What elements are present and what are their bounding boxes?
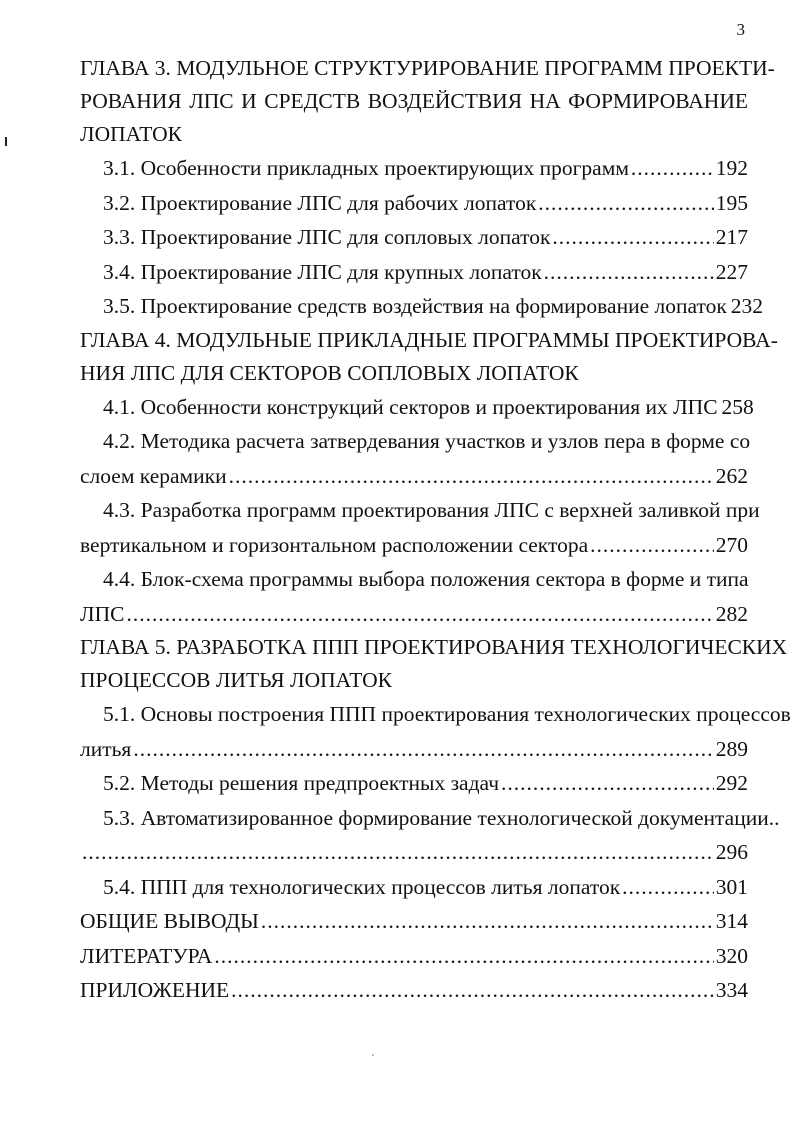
leader-dots [214, 939, 713, 974]
chapter-4-heading [80, 324, 778, 390]
leader-dots [544, 255, 714, 290]
toc-entry-5-3-line: 5.3. Автоматизированное формирование технологической документации.. [103, 805, 780, 830]
toc-entry-conclusions [80, 904, 748, 939]
toc-entry-literature [80, 939, 748, 974]
entry-title: 3.5. Проектирование средств воздействия на формирование лопаток [103, 294, 727, 318]
entry-page: 314 [715, 909, 748, 933]
toc-entry-5-2 [80, 766, 748, 801]
toc-entry-4-1 [80, 390, 754, 425]
chapter-heading-line: РОВАНИЯ ЛПС И СРЕДСТВ ВОЗДЕЙСТВИЯ НА ФОРМИРОВАНИЕ [80, 89, 748, 113]
toc-entry-5-3 [80, 835, 748, 870]
toc-entry-4-4 [80, 597, 748, 632]
scan-mark [5, 137, 7, 146]
leader-dots [501, 766, 714, 801]
toc-entry-3-5 [80, 289, 764, 324]
toc-entry-3-3 [80, 220, 748, 255]
chapter-5-heading [80, 631, 788, 697]
toc-entry-appendix [80, 973, 748, 1008]
table-of-contents [80, 52, 791, 1008]
entry-title: 3.2. Проектирование ЛПС для рабочих лопаток [103, 190, 537, 215]
entry-page: 296 [715, 840, 748, 864]
entry-page: 192 [715, 156, 748, 180]
leader-dots [622, 870, 714, 905]
toc-entry-4-4-line: 4.4. Блок-схема программы выбора положения сектора в форме и типа [103, 567, 749, 591]
entry-page: 320 [715, 943, 748, 968]
entry-title: литья [80, 736, 132, 761]
entry-page: 227 [715, 259, 748, 284]
entry-page: 334 [715, 978, 748, 1002]
leader-dots [82, 835, 714, 870]
chapter-3-heading [80, 52, 775, 151]
entry-page: 289 [715, 736, 748, 761]
entry-title: 3.3. Проектирование ЛПС для сопловых лопаток [103, 225, 551, 249]
toc-entry-4-3-line: 4.3. Разработка программ проектирования ЛПС с верхней заливкой при [103, 498, 760, 522]
toc-entry-5-1 [80, 732, 748, 767]
entry-page: 301 [715, 874, 748, 899]
entry-title: 4.1. Особенности конструкций секторов и проектирования их ЛПС [103, 394, 718, 419]
entry-title: 3.4. Проектирование ЛПС для крупных лопаток [103, 259, 542, 284]
entry-title: ЛПС [80, 601, 125, 626]
leader-dots [133, 732, 713, 767]
leader-dots [631, 151, 714, 186]
toc-entry-5-4 [80, 870, 748, 905]
entry-page: 217 [715, 225, 748, 249]
entry-title: 5.2. Методы решения предпроектных задач [103, 771, 500, 795]
chapter-heading-line: ГЛАВА 4. МОДУЛЬНЫЕ ПРИКЛАДНЫЕ ПРОГРАММЫ ПРОЕКТИРОВА- [80, 327, 778, 352]
entry-title: ЛИТЕРАТУРА [80, 943, 213, 968]
chapter-heading-line: ГЛАВА 5. РАЗРАБОТКА ППП ПРОЕКТИРОВАНИЯ ТЕХНОЛОГИЧЕСКИХ [80, 635, 788, 659]
page-number: 3 [736, 20, 745, 39]
entry-page: 232 [730, 294, 764, 318]
entry-title: слоем керамики [80, 463, 227, 488]
entry-title: ПРИЛОЖЕНИЕ [80, 978, 230, 1002]
chapter-heading-line: ГЛАВА 3. МОДУЛЬНОЕ СТРУКТУРИРОВАНИЕ ПРОГРАММ ПРОЕКТИ- [80, 56, 775, 80]
entry-page: 292 [715, 771, 748, 795]
entry-page: 270 [715, 532, 748, 557]
chapter-heading-line: НИЯ ЛПС ДЛЯ СЕКТОРОВ СОПЛОВЫХ ЛОПАТОК [80, 360, 579, 385]
leader-dots [261, 904, 714, 939]
entry-title: 3.1. Особенности прикладных проектирующих программ [103, 156, 629, 180]
entry-title: 5.4. ППП для технологических процессов литья лопаток [103, 874, 621, 899]
toc-entry-3-2 [80, 186, 748, 221]
entry-title: ОБЩИЕ ВЫВОДЫ [80, 909, 259, 933]
entry-title: вертикальном и горизонтальном расположении сектора [80, 532, 589, 557]
entry-page: 195 [715, 190, 748, 215]
scan-speck [372, 1054, 374, 1056]
toc-entry-4-2-line: 4.2. Методика расчета затвердевания участков и узлов пера в форме со [103, 429, 751, 453]
leader-dots [229, 459, 714, 494]
entry-page: 262 [715, 463, 748, 488]
toc-entry-3-1 [80, 151, 748, 186]
toc-entry-5-1-line: 5.1. Основы построения ППП проектирования технологических процессов [103, 702, 791, 726]
leader-dots [231, 973, 714, 1008]
toc-entry-4-3 [80, 528, 748, 563]
leader-dots [552, 220, 713, 255]
toc-entry-4-2 [80, 459, 748, 494]
leader-dots [126, 597, 713, 632]
chapter-heading-line: ЛОПАТОК [80, 122, 182, 146]
leader-dots [590, 528, 714, 563]
leader-dots [538, 186, 713, 221]
chapter-heading-line: ПРОЦЕССОВ ЛИТЬЯ ЛОПАТОК [80, 668, 393, 692]
entry-page: 282 [715, 601, 748, 626]
toc-entry-3-4 [80, 255, 748, 290]
entry-page: 258 [721, 394, 754, 419]
